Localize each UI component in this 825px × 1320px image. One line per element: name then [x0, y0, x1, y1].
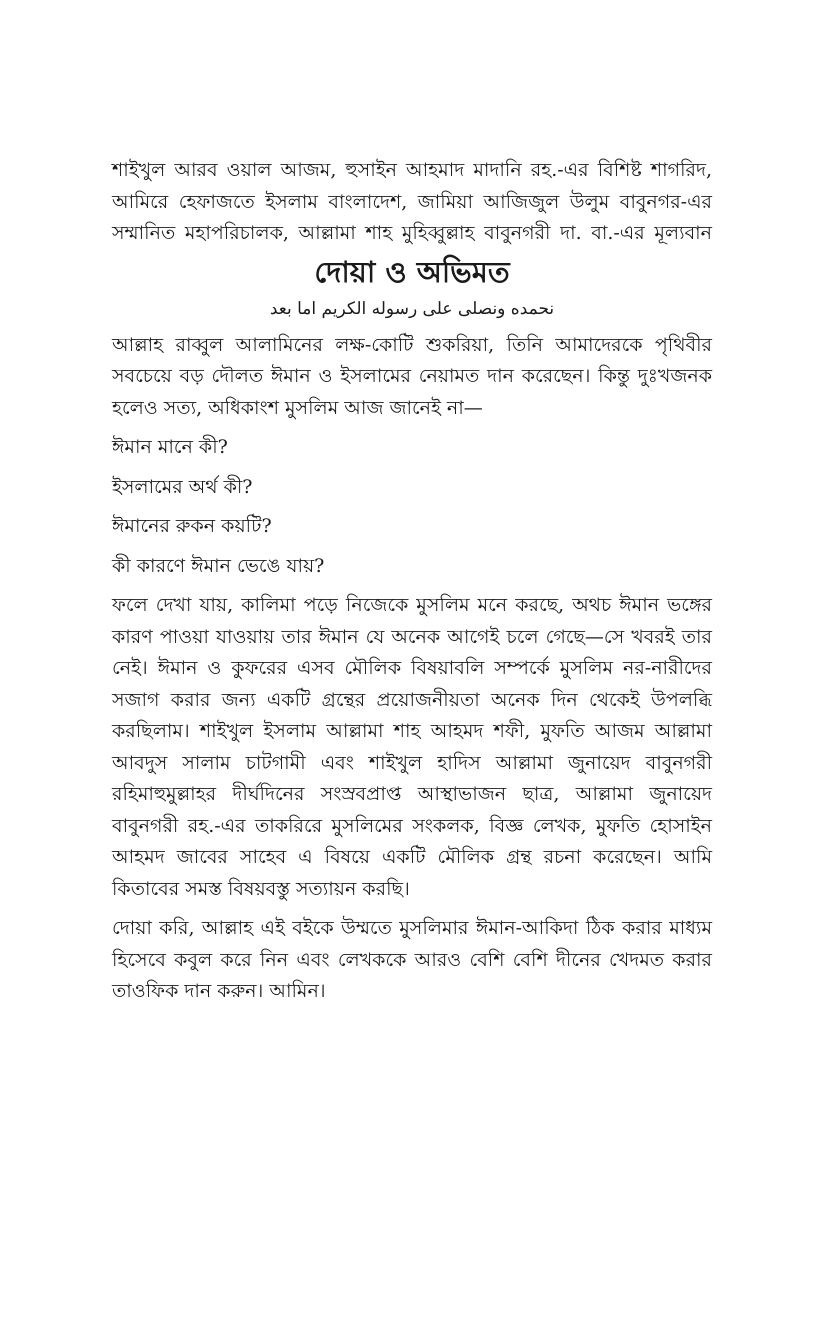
arabic-opening-line: نحمده ونصلى على رسوله الكريم اما بعد — [269, 298, 555, 319]
body-paragraph-1: আল্লাহ রাব্বুল আলামিনের লক্ষ-কোটি শুকরিয়া, তিনি আমাদেরকে পৃথিবীর সবচেয়ে বড় দৌলত ঈমান ও ইসলামের নেয়ামত দান করেছেন। কিন্তু দুঃখজনক হলেও সত্য, অধিকাংশ মুসলিম আজ জানেই না— — [112, 333, 712, 419]
question-item: ইসলামের অর্থ কী? — [112, 475, 253, 498]
document-page — [112, 155, 712, 1016]
body-paragraph-3: দোয়া করি, আল্লাহ এই বইকে উম্মতে মুসলিমার ঈমান-আকিদা ঠিক করার মাধ্যম হিসেবে কবুল করে নিন এবং লেখককে আরও বেশি বেশি দীনের খেদমত করার তাওফিক দান করুন। আমিন। — [112, 917, 712, 1002]
question-item: কী কারণে ঈমান ভেঙে যায়? — [112, 554, 325, 577]
intro-line: সম্মানিত মহাপরিচালক, আল্লামা শাহ মুহিব্বুল্লাহ বাবুনগরী দা. বা.-এর মূল্যবান — [112, 222, 712, 244]
page-heading: দোয়া ও অভিমত — [314, 254, 510, 289]
question-item: ঈমান মানে কী? — [112, 436, 228, 458]
intro-line: আমিরে হেফাজতে ইসলাম বাংলাদেশ, জামিয়া আজিজুল উলুম বাবুনগর-এর — [112, 190, 712, 213]
body-paragraph-2: ফলে দেখা যায়, কালিমা পড়ে নিজেকে মুসলিম মনে করছে, অথচ ঈমান ভঙ্গের কারণ পাওয়া যাওয়ায় তার ঈমান যে অনেক আগেই চলে গেছে—সে খবরই তার নেই। ঈমান ও কুফরের এসব মৌলিক বিষয়াবলি সম্পর্কে মুসলিম নর-নারীদের সজাগ করার জন্য একটি গ্রন্থের প্রয়োজনীয়তা অনেক দিন থেকেই উপলব্ধি করছিলাম। শাইখুল ইসলাম আল্লামা শাহ আহমদ শফী, মুফতি আজম আল্লামা আবদুস সালাম চাটগামী এবং শাইখুল হাদিস আল্লামা জুনায়েদ বাবুনগরী রহিমাহুমুল্লাহর দীর্ঘদিনের সংস্রবপ্রাপ্ত আস্থাভাজন ছাত্র, আল্লামা জুনায়েদ বাবুনগরী রহ.-এর তাকরিরে মুসলিমের সংকলক, বিজ্ঞ লেখক, মুফতি হোসাইন আহমদ জাবের সাহেব এ বিষয়ে একটি মৌলিক গ্রন্থ রচনা করেছেন। আমি কিতাবের সমস্ত বিষয়বস্তু সত্যায়ন করছি। — [112, 594, 712, 900]
question-item: ঈমানের রুকন কয়টি? — [112, 515, 272, 537]
intro-paragraph — [112, 155, 712, 250]
intro-line: শাইখুল আরব ওয়াল আজম, হুসাইন আহমাদ মাদানি রহ.-এর বিশিষ্ট শাগরিদ, — [112, 159, 712, 181]
